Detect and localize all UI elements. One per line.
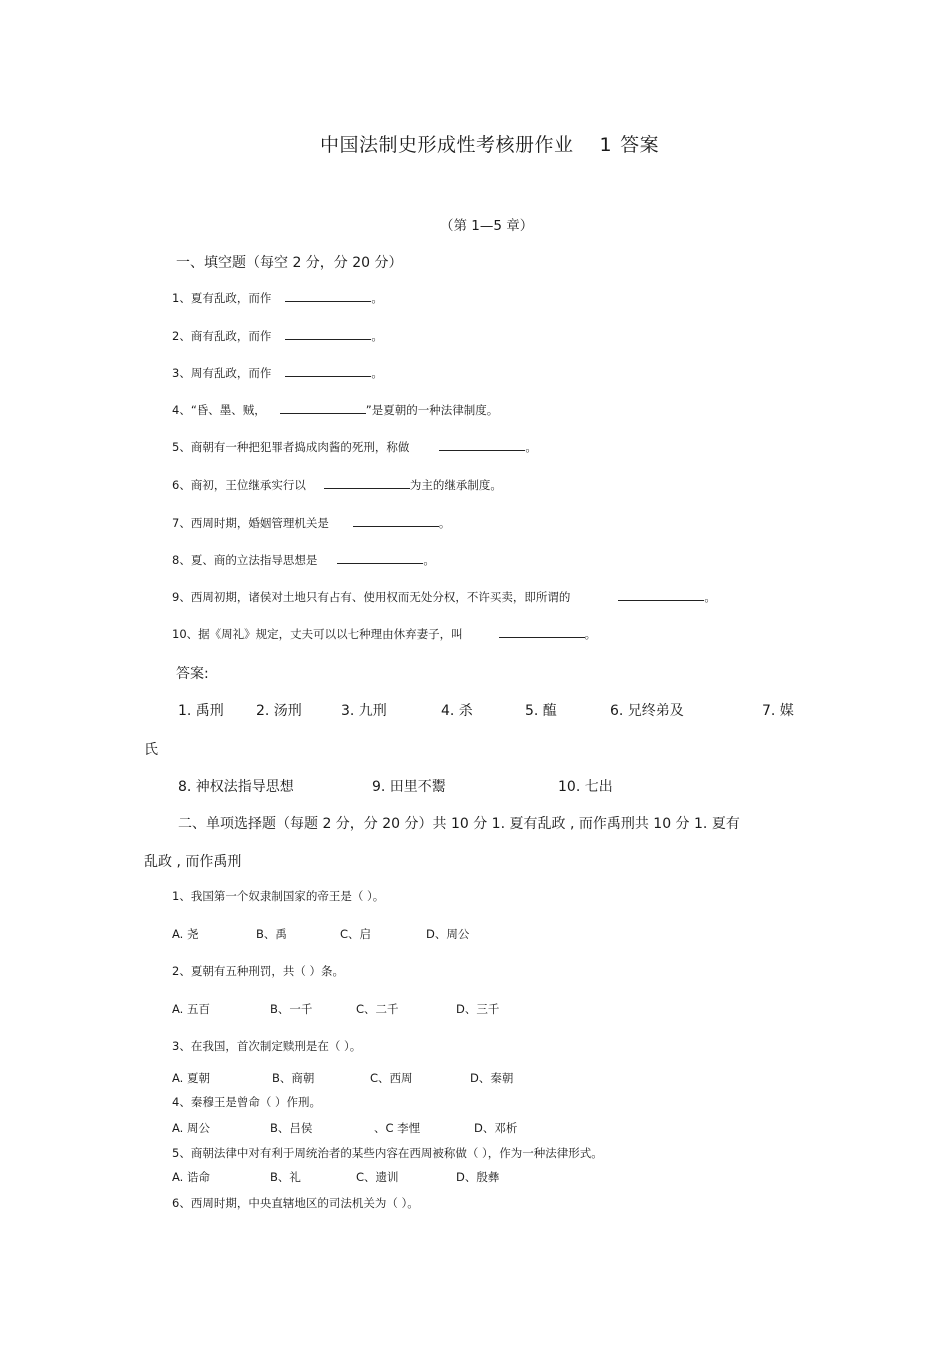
answer-blank bbox=[285, 365, 371, 377]
answer-1: 1. 禹刑 bbox=[178, 703, 224, 719]
answer-blank bbox=[280, 402, 366, 414]
answer-7-wrap: 氏 bbox=[144, 742, 158, 758]
option-a: A. 诰命 bbox=[172, 1170, 210, 1184]
answer-label: 答案: bbox=[176, 666, 209, 682]
answer-blank bbox=[285, 328, 371, 340]
choice-options-3 bbox=[172, 1070, 772, 1086]
option-c: C、遗训 bbox=[356, 1170, 399, 1184]
choice-question-6: 6、西周时期，中央直辖地区的司法机关为（ ）。 bbox=[172, 1196, 419, 1210]
answer-8: 8. 神权法指导思想 bbox=[178, 779, 294, 795]
answer-10: 10. 七出 bbox=[558, 779, 613, 795]
answer-blank bbox=[285, 290, 371, 302]
fill-question-4: 4、“昏、墨、贼， ”是夏朝的一种法律制度。 bbox=[172, 403, 499, 417]
fill-question-5: 5、商朝有一种把犯罪者捣成肉酱的死刑，称做 。 bbox=[172, 440, 537, 454]
choice-question-2: 2、夏朝有五种刑罚，共（ ）条。 bbox=[172, 964, 344, 978]
option-a: A. 五百 bbox=[172, 1002, 210, 1016]
answer-5: 5. 醢 bbox=[525, 703, 557, 719]
answer-6: 6. 兄终弟及 bbox=[610, 703, 684, 719]
choice-options-2 bbox=[172, 1001, 772, 1017]
option-a: A. 周公 bbox=[172, 1121, 210, 1135]
option-d: D、殷彝 bbox=[456, 1170, 500, 1184]
answer-3: 3. 九刑 bbox=[341, 703, 387, 719]
option-b: B、商朝 bbox=[272, 1071, 315, 1085]
title-main: 中国法制史形成性考核册作业 bbox=[320, 134, 574, 156]
document-title bbox=[320, 130, 659, 157]
section2-heading-wrap: 乱政 , 而作禹刑 bbox=[144, 854, 242, 870]
option-c: C、二千 bbox=[356, 1002, 399, 1016]
choice-options-4 bbox=[172, 1120, 772, 1136]
title-number: 1 bbox=[599, 134, 613, 156]
answer-blank bbox=[618, 589, 704, 601]
section2-heading: 二、单项选择题（每题 2 分，分 20 分）共 10 分 1. 夏有乱政 , 而作禹刑共 10 分 1. 夏有 bbox=[178, 816, 740, 832]
option-b: B、礼 bbox=[270, 1170, 301, 1184]
chapter-range: （第 1—5 章） bbox=[440, 218, 534, 234]
answer-blank bbox=[439, 439, 525, 451]
option-c: C、西周 bbox=[370, 1071, 413, 1085]
option-b: B、一千 bbox=[270, 1002, 313, 1016]
fill-question-6: 6、商初，王位继承实行以 为主的继承制度。 bbox=[172, 478, 502, 492]
answer-2: 2. 汤刑 bbox=[256, 703, 302, 719]
section1-heading: 一、填空题（每空 2 分，分 20 分） bbox=[176, 255, 403, 271]
fill-question-2: 2、商有乱政，而作 。 bbox=[172, 329, 383, 343]
fill-question-10: 10、据《周礼》规定，丈夫可以以七种理由休弃妻子，叫 。 bbox=[172, 627, 597, 641]
option-c: 、C 李悝 bbox=[374, 1121, 421, 1135]
choice-options-5 bbox=[172, 1169, 772, 1185]
choice-options-1 bbox=[172, 926, 772, 942]
option-b: B、吕侯 bbox=[270, 1121, 313, 1135]
answer-blank bbox=[324, 477, 410, 489]
answer-blank bbox=[499, 626, 585, 638]
title-suffix: 答案 bbox=[620, 134, 660, 156]
answer-9: 9. 田里不鬻 bbox=[372, 779, 446, 795]
fill-question-3: 3、周有乱政，而作 。 bbox=[172, 366, 383, 380]
option-b: B、禹 bbox=[256, 927, 287, 941]
choice-question-3: 3、在我国，首次制定赎刑是在（ ）。 bbox=[172, 1039, 362, 1053]
answer-blank bbox=[337, 552, 423, 564]
fill-question-9: 9、西周初期，诸侯对土地只有占有、使用权而无处分权，不许买卖，即所谓的 。 bbox=[172, 590, 716, 604]
answer-blank bbox=[353, 515, 439, 527]
answer-7: 7. 媒 bbox=[762, 703, 794, 719]
option-a: A. 尧 bbox=[172, 927, 199, 941]
option-d: D、邓析 bbox=[474, 1121, 518, 1135]
fill-question-1: 1、夏有乱政，而作 。 bbox=[172, 291, 383, 305]
choice-question-4: 4、秦穆王是曾命（ ）作刑。 bbox=[172, 1095, 321, 1109]
option-c: C、启 bbox=[340, 927, 372, 941]
option-d: D、秦朝 bbox=[470, 1071, 514, 1085]
option-a: A. 夏朝 bbox=[172, 1071, 210, 1085]
choice-question-1: 1、我国第一个奴隶制国家的帝王是（ ）。 bbox=[172, 889, 385, 903]
fill-question-8: 8、夏、商的立法指导思想是 。 bbox=[172, 553, 435, 567]
answer-4: 4. 杀 bbox=[441, 703, 473, 719]
choice-question-5: 5、商朝法律中对有利于周统治者的某些内容在西周被称做（ ），作为一种法律形式。 bbox=[172, 1146, 603, 1160]
fill-question-7: 7、西周时期，婚姻管理机关是 。 bbox=[172, 516, 451, 530]
option-d: D、三千 bbox=[456, 1002, 500, 1016]
option-d: D、周公 bbox=[426, 927, 470, 941]
